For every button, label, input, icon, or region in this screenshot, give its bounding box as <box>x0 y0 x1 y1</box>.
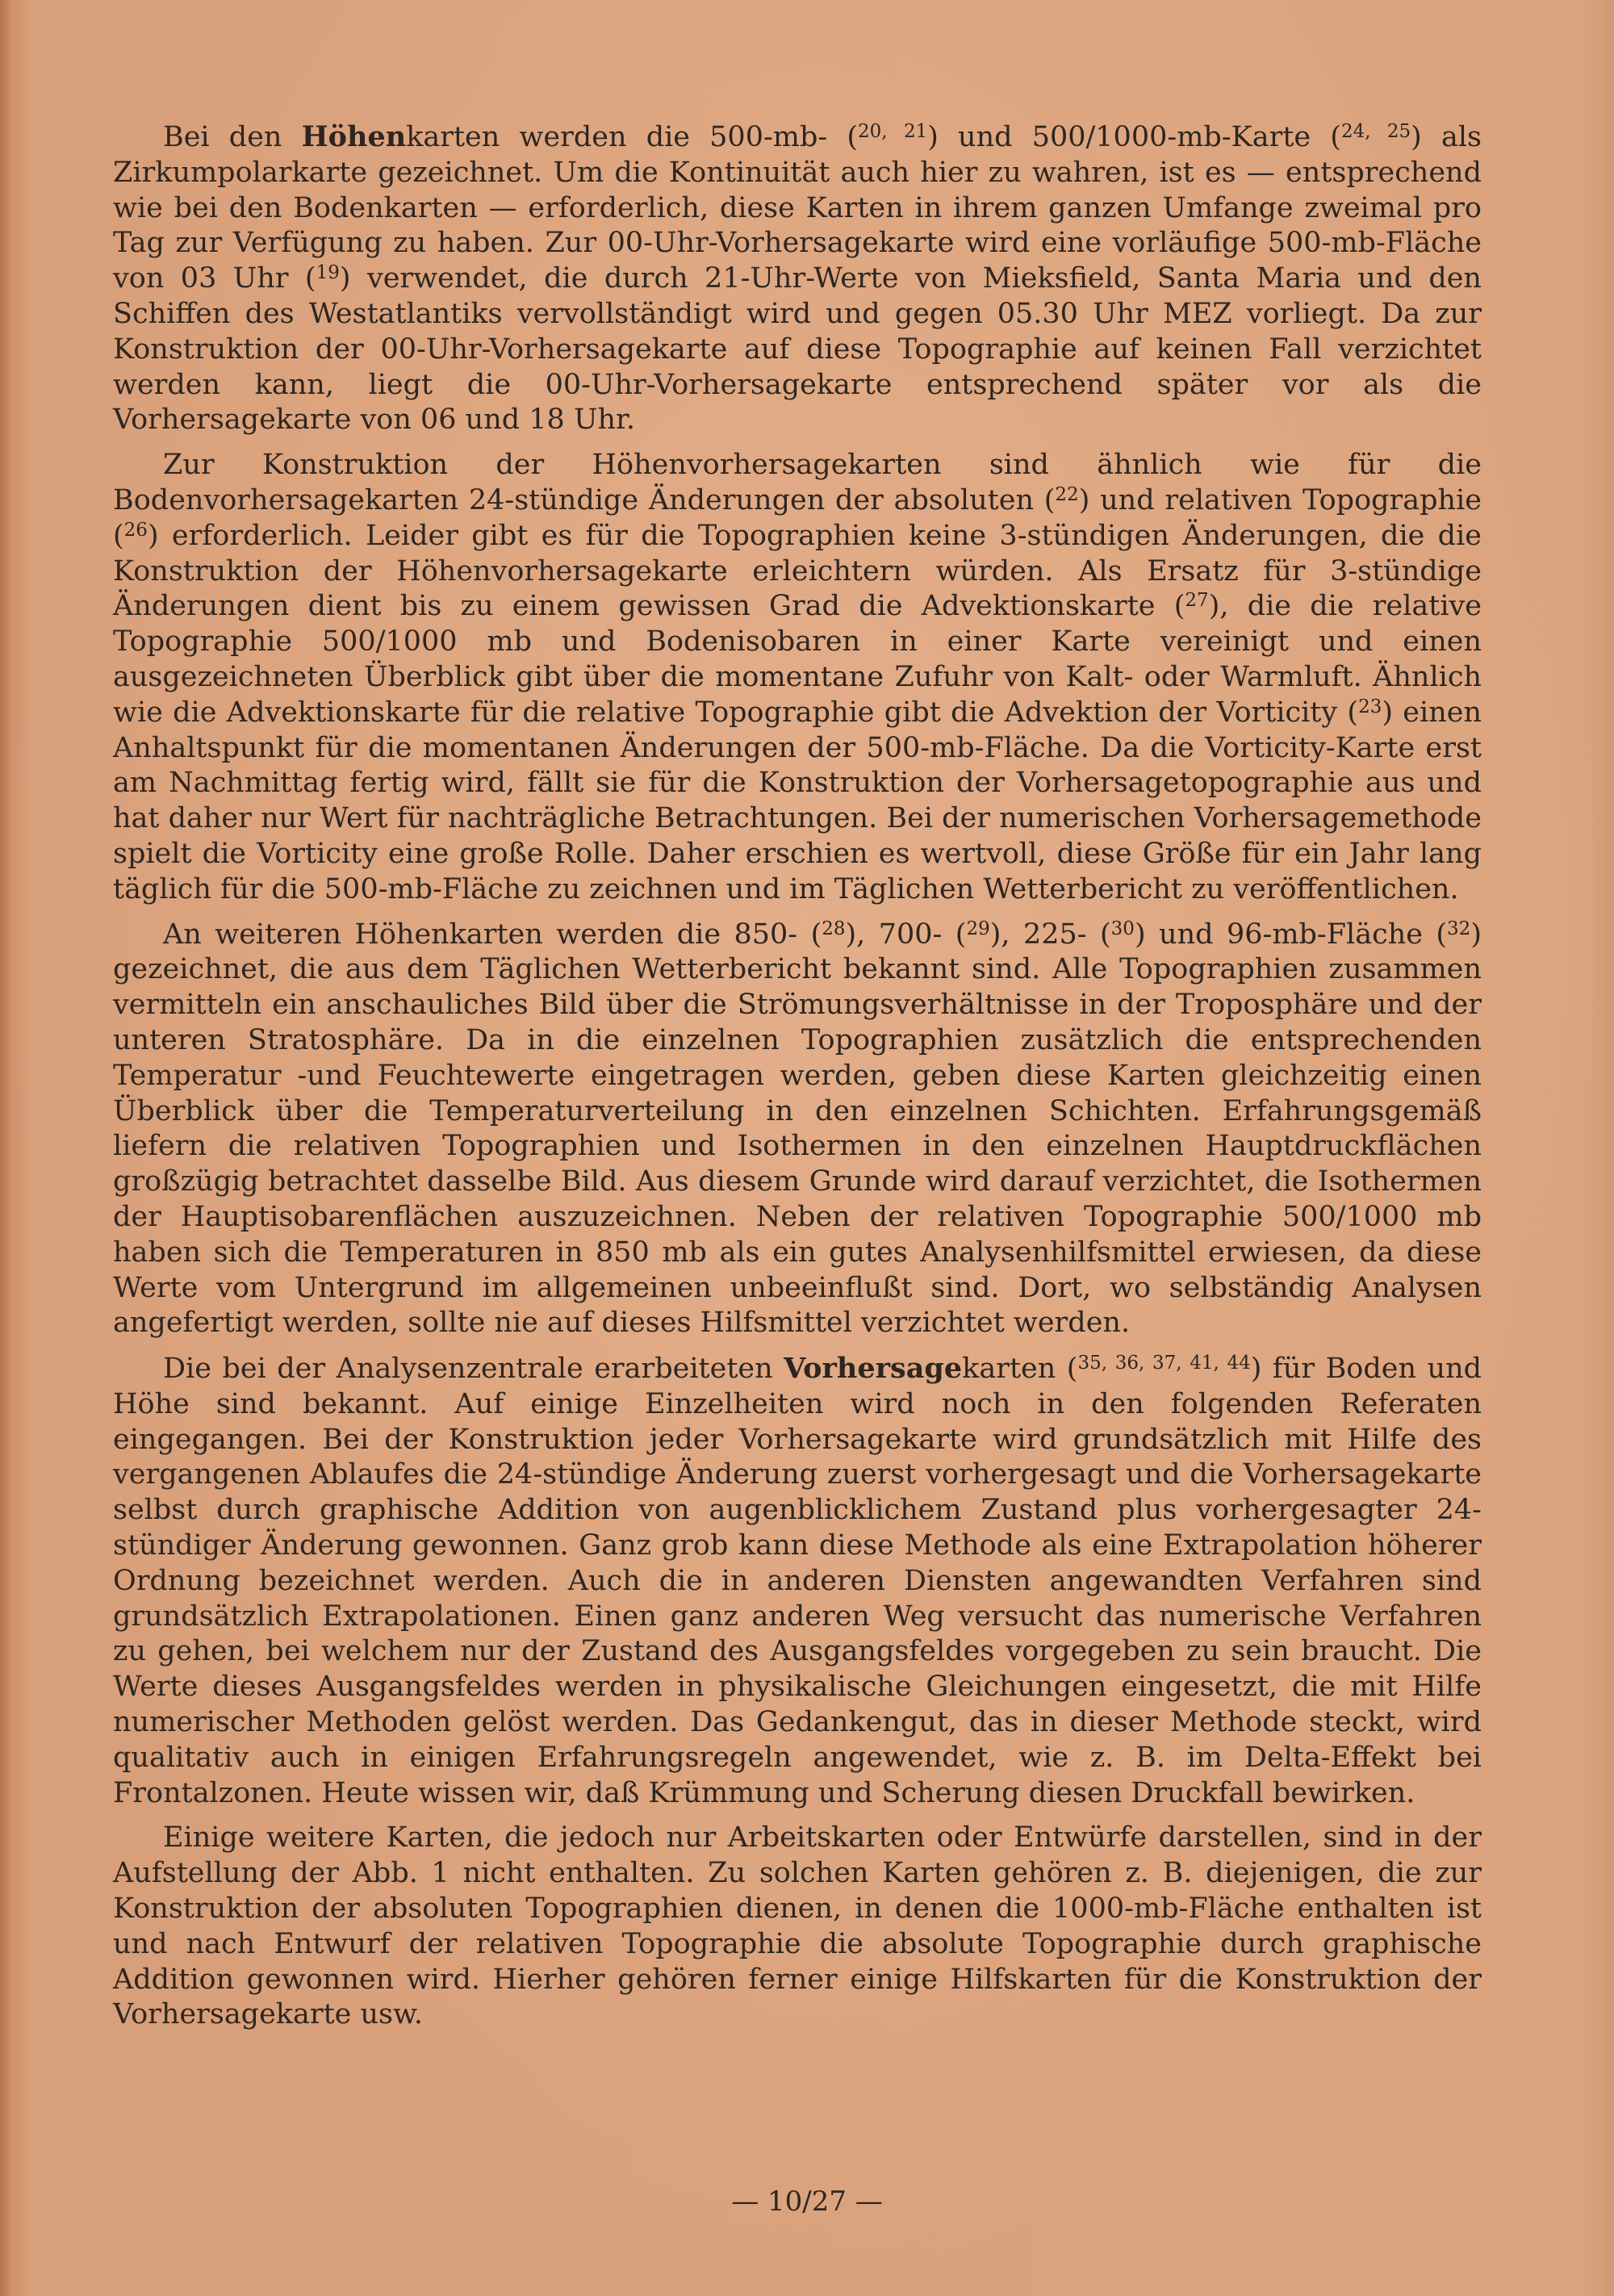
page-number: — 10/27 — <box>731 2185 883 2218</box>
text-run: karten werden die 500-mb- ( <box>406 121 859 153</box>
paragraph <box>113 448 1482 907</box>
text-run: ) für Boden und Höhe sind bekannt. Auf einige Einzelheiten wird noch in den folgenden Referaten eingegangen. Bei der Konstruktion jeder Vorhersagekarte wird grundsätzlich mit Hilfe des vergangenen Ablaufes die 24-stündige Änderung zuerst vorhergesagt und die Vorhersagekarte selbst durch graphische Addition von augenblicklichem Zustand plus vorhergesagter 24-stündiger Änderung gewonnen. Ganz grob kann diese Methode als eine Extrapolation höherer Ordnung bezeichnet werden. Auch die in anderen Diensten angewandten Verfahren sind grundsätzlich Extrapolationen. Einen ganz anderen Weg versucht das numerische Verfahren zu gehen, bei welchem nur der Zustand des Ausgangsfeldes vorgegeben zu sein braucht. Die Werte dieses Ausgangsfeldes werden in physikalische Gleichungen eingesetzt, die mit Hilfe numerischer Methoden gelöst werden. Das Gedankengut, das in dieser Methode steckt, wird qualitativ auch in einigen Erfahrungsregeln angewendet, wie z. B. im Delta-Effekt bei Frontalzonen. Heute wissen wir, daß Krümmung und Scherung diesen Druckfall bewirken. <box>113 1353 1482 1809</box>
reference-number: 22 <box>1055 483 1079 505</box>
reference-number: 28 <box>822 918 846 939</box>
text-run: ) und relativen Topographie ( <box>113 483 1482 552</box>
text-run: ), die die relative Topographie 500/1000 mb und Bodenisobaren in einer Karte vereinigt und einen ausgezeichneten Überblick gibt über die momentane Zufuhr von Kalt- oder Warmluft. Ähnlich wie die Advektionskarte für die relative Topographie gibt die Advektion der Vorticity ( <box>113 590 1482 729</box>
emphasized-term: Vorhersage <box>784 1352 963 1386</box>
text-run: ) und 96-mb-Fläche ( <box>1134 918 1448 951</box>
text-run: ) und 500/1000-mb-Karte ( <box>927 121 1341 153</box>
text-run: ), 700- ( <box>845 918 967 951</box>
paragraph <box>113 119 1482 438</box>
reference-number: 24, 25 <box>1340 121 1411 142</box>
reference-number: 27 <box>1185 590 1209 612</box>
reference-number: 29 <box>966 918 990 939</box>
text-run: Einige weitere Karten, die jedoch nur Arbeitskarten oder Entwürfe darstellen, sind in der Aufstellung der Abb. 1 nicht enthalten. Zu solchen Karten gehören z. B. diejenigen, die zur Konstruktion der absoluten Topographien dienen, in denen die 1000-mb-Fläche enthalten ist und nach Entwurf der relativen Topographie die absolute Topographie durch graphische Addition gewonnen wird. Hierher gehören ferner einige Hilfskarten für die Konstruktion der Vorhersagekarte usw. <box>113 1821 1482 2031</box>
text-run: Bei den <box>163 121 302 153</box>
reference-number: 30 <box>1110 918 1135 939</box>
text-run: ) als Zirkumpolarkarte gezeichnet. Um die Kontinuität auch hier zu wahren, ist es — entsprechend wie bei den Bodenkarten — erforderlich, diese Karten in ihrem ganzen Umfange zweimal pro Tag zur Verfügung zu haben. Zur 00-Uhr-Vorhersagekarte wird eine vorläufige 500-mb-Fläche von 03 Uhr ( <box>113 121 1482 295</box>
text-run: karten ( <box>962 1353 1078 1386</box>
reference-number: 26 <box>123 519 148 541</box>
reference-number: 32 <box>1447 918 1471 939</box>
reference-number: 19 <box>316 262 340 284</box>
text-run: ), 225- ( <box>989 918 1111 951</box>
reference-number: 20, 21 <box>858 121 928 142</box>
text-run: An weiteren Höhenkarten werden die 850- ( <box>163 918 822 951</box>
body-text <box>113 119 1482 2043</box>
text-run: Die bei der Analysenzentrale erarbeiteten <box>163 1353 784 1386</box>
paragraph <box>113 1351 1482 1811</box>
paper-edge <box>0 0 11 2296</box>
reference-number: 23 <box>1358 696 1382 717</box>
text-run: Zur Konstruktion der Höhenvorhersagekarten sind ähnlich wie für die Bodenvorhersagekarten 24-stündige Änderungen der absoluten ( <box>113 449 1482 516</box>
text-run: ) einen Anhaltspunkt für die momentanen Änderungen der 500-mb-Fläche. Da die Vorticity-Karte erst am Nachmittag fertig wird, fällt sie für die Konstruktion der Vorhersagetopographie aus und hat daher nur Wert für nachträgliche Betrachtungen. Bei der numerischen Vorhersagemethode spielt die Vorticity eine große Rolle. Daher erschien es wertvoll, diese Größe für ein Jahr lang täglich für die 500-mb-Fläche zu zeichnen und im Täglichen Wetterbericht zu veröffentlichen. <box>113 696 1482 905</box>
paragraph <box>113 918 1482 1342</box>
text-run: ) gezeichnet, die aus dem Täglichen Wetterbericht bekannt sind. Alle Topographien zusammen vermitteln ein anschauliches Bild über die Strömungsverhältnisse in der Troposphäre und der unteren Stratosphäre. Da in die einzelnen Topographien zusätzlich die entsprechenden Temperatur -und Feuchtewerte eingetragen werden, geben diese Karten gleichzeitig einen Überblick über die Temperaturverteilung in den einzelnen Schichten. Erfahrungsgemäß liefern die relativen Topographien und Isothermen in den einzelnen Hauptdruckflächen großzügig betrachtet dasselbe Bild. Aus diesem Grunde wird darauf verzichtet, die Isothermen der Hauptisobarenflächen auszuzeichnen. Neben der relativen Topographie 500/1000 mb haben sich die Temperaturen in 850 mb als ein gutes Analysenhilfsmittel erwiesen, da diese Werte vom Untergrund im allgemeinen unbeeinflußt sind. Dort, wo selbständig Analysen angefertigt werden, sollte nie auf dieses Hilfsmittel verzichtet werden. <box>113 918 1482 1340</box>
text-run: ) verwendet, die durch 21-Uhr-Werte von Mieksfield, Santa Maria und den Schiffen des Westatlantiks vervollständigt wird und gegen 05.30 Uhr MEZ vorliegt. Da zur Konstruktion der 00-Uhr-Vorhersagekarte auf diese Topographie auf keinen Fall verzichtet werden kann, liegt die 00-Uhr-Vorhersagekarte entsprechend später vor als die Vorhersagekarte von 06 und 18 Uhr. <box>113 262 1482 437</box>
reference-number: 35, 36, 37, 41, 44 <box>1077 1353 1251 1374</box>
emphasized-term: Höhen <box>301 120 407 153</box>
text-run: ) erforderlich. Leider gibt es für die Topographien keine 3-stündigen Änderungen, die die Konstruktion der Höhenvorhersagekarte erleichtern würden. Als Ersatz für 3-stündige Änderungen dient bis zu einem gewissen Grad die Advektionskarte ( <box>113 519 1482 623</box>
paragraph <box>113 1821 1482 2033</box>
